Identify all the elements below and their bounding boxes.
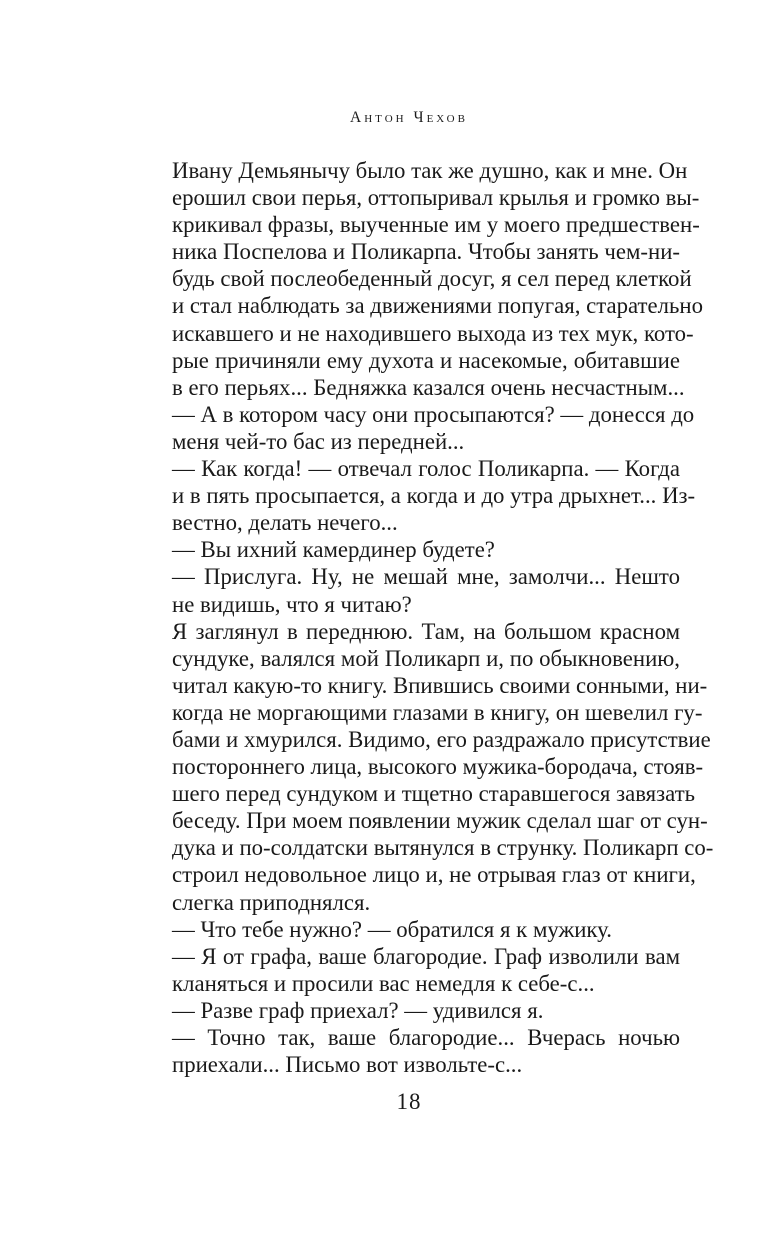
text-line: — Что тебе нужно? — обратился я к мужику. <box>172 916 612 942</box>
text-line: и в пять просыпается, а когда и до утра дрыхнет... Из- <box>172 483 696 509</box>
paragraph <box>136 1024 680 1078</box>
text-line: вестно, делать нечего... <box>172 510 398 536</box>
paragraph <box>136 157 704 401</box>
body-text <box>136 157 714 1078</box>
paragraph <box>136 455 696 536</box>
text-line: искавшего и не находившего выхода из тех мук, кото- <box>172 320 694 346</box>
paragraph <box>136 943 680 997</box>
paragraph <box>136 916 680 943</box>
text-line: меня чей-то бас из передней... <box>172 428 465 454</box>
text-line: беседу. При моем появлении мужик сделал шаг от сун- <box>172 808 708 834</box>
text-line: сундуке, валялся мой Поликарп и, по обыкновению, <box>172 645 680 671</box>
paragraph <box>136 401 695 455</box>
text-line: — Вы ихний камердинер будете? <box>172 537 495 563</box>
text-line: бами и хмурился. Видимо, его раздражало присутствие <box>172 726 711 752</box>
text-line: постороннего лица, высокого мужика-бородача, стояв- <box>172 754 704 780</box>
text-line: и стал наблюдать за движениями попугая, старательно <box>172 293 704 319</box>
text-line: дука и по-солдатски вытянулся в струнку. Поликарп со- <box>172 835 714 861</box>
text-line: в его перьях... Бедняжка казался очень несчастным... <box>172 374 685 400</box>
page-number: 18 <box>396 1089 422 1114</box>
text-line: ерошил свои перья, оттопыривал крылья и громко вы- <box>172 185 700 211</box>
text-line: приехали... Письмо вот извольте-с... <box>172 1052 523 1078</box>
text-line: Ивану Демьянычу было так же душно, как и мне. Он <box>172 158 688 183</box>
text-line: — Разве граф приехал? — удивился я. <box>172 997 544 1023</box>
text-line: строил недовольное лицо и, не отрывая глаз от книги, <box>172 862 696 888</box>
text-line: не видишь, что я читаю? <box>172 591 412 617</box>
text-line: — Как когда! — отвечал голос Поликарпа. — Когда <box>172 456 680 482</box>
text-line: слегка приподнялся. <box>172 889 371 915</box>
text-line: крикивал фразы, выученные им у моего предшествен- <box>172 212 700 238</box>
text-line: ника Поспелова и Поликарпа. Чтобы занять чем-ни- <box>172 239 680 265</box>
text-line: — Прислуга. Ну, не мешай мне, замолчи... Нешто <box>172 564 680 590</box>
running-head: Антон Чехов <box>350 109 468 126</box>
text-line: рые причиняли ему духота и насекомые, обитавшие <box>172 347 680 373</box>
paragraph <box>136 997 680 1024</box>
text-line: будь свой послеобеденный досуг, я сел перед клеткой <box>172 266 692 292</box>
text-line: — Точно так, ваше благородие... Вчерась ночью <box>172 1025 680 1050</box>
paragraph <box>136 618 714 916</box>
text-line: кланяться и просили вас немедля к себе-с... <box>172 970 595 996</box>
text-line: Я заглянул в переднюю. Там, на большом красном <box>172 618 680 644</box>
text-line: — Я от графа, ваше благородие. Граф изволили вам <box>172 943 680 969</box>
text-line: когда не моргающими глазами в книгу, он шевелил гу- <box>172 699 703 725</box>
paragraph <box>136 563 680 617</box>
paragraph <box>136 536 680 563</box>
text-line: шего перед сундуком и тщетно старавшегося завязать <box>172 781 696 807</box>
text-line: — А в котором часу они просыпаются? — донесся до <box>172 401 695 427</box>
text-line: читал какую-то книгу. Впившись своими сонными, ни- <box>172 672 708 698</box>
